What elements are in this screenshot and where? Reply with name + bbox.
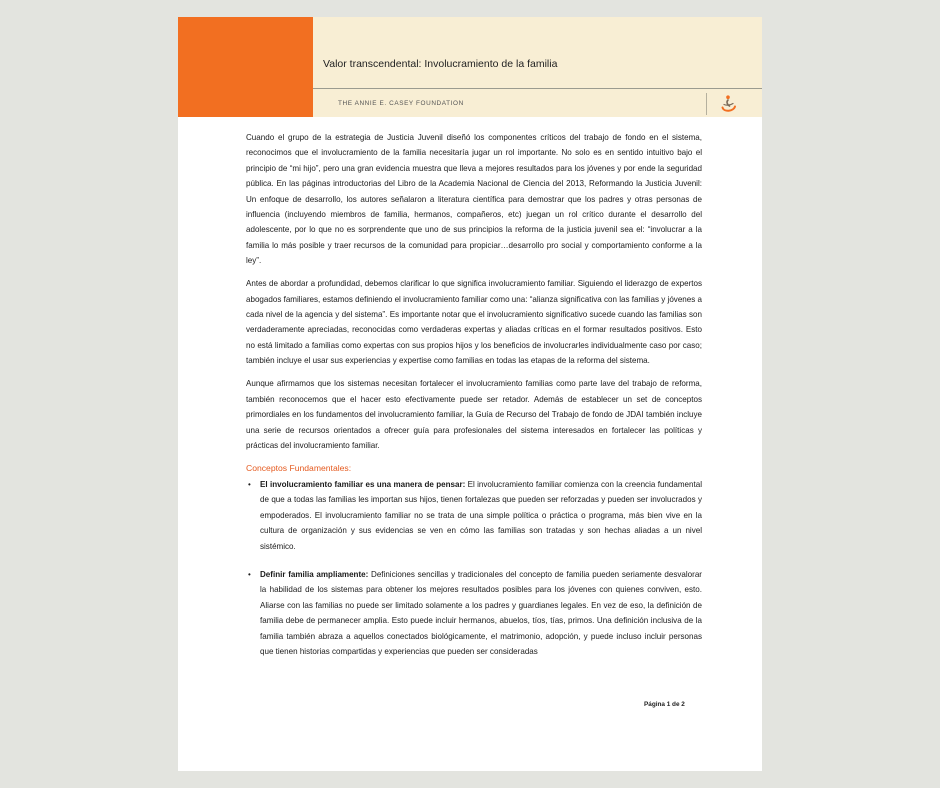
logo-divider <box>706 93 707 115</box>
page-number: Página 1 de 2 <box>644 701 685 708</box>
page-header <box>178 17 762 117</box>
aecf-logo-icon <box>718 94 740 114</box>
foundation-name: THE ANNIE E. CASEY FOUNDATION <box>338 100 464 107</box>
paragraph-resources: Aunque afirmamos que los sistemas necesitan fortalecer el involucramiento familias como parte lave del trabajo de reforma, también reconocemos que el hacer esto efectivamente puede ser retador. Además de establecer un set de conceptos primordiales en los fundamentos del involucramiento familiar, la Guía de Recurso del Trabajo de fondo de JDAI también incluye una serie de recursos orientados a ofrecer guía para profesionales del sistema interesados en fortalecer las políticas y prácticas del involucramiento familiar. <box>246 379 702 450</box>
bullet-icon: • <box>248 479 251 489</box>
header-divider <box>313 88 762 89</box>
bullet-icon: • <box>248 569 251 579</box>
header-orange-block <box>178 17 313 117</box>
document-body <box>246 130 702 659</box>
paragraph-intro: Cuando el grupo de la estrategia de Justicia Juvenil diseñó los componentes críticos del trabajo de fondo en el sistema, reconocimos que el involucramiento de la familia necesitaría jugar un rol importante. No solo es en sentido intuitivo bajo el principio de “mi hijo”, pero una gran evidencia muestra que lleva a mejores resultados para los jóvenes y por ende la seguridad pública. En las páginas introductorias del Libro de la Academia Nacional de Ciencia del 2013, Reformando la Justicia Juvenil: Un enfoque de desarrollo, los autores señalaron a literatura científica para demostrar que los padres y otras personas de influencia (incluyendo miembros de familia, hermanos, compañeros, etc) juegan un rol crítico durante el desarrollo del adolescente, por lo que no es sorprendente que uno de sus principios la reforma de la justicia juvenil sea el: “involucrar a la familia lo más posible y traer recursos de la comunidad para propiciar…desarrollo pro social y comportamiento conforme a la ley”. <box>246 133 702 266</box>
concepts-list <box>246 477 702 659</box>
document-page <box>178 17 762 771</box>
bullet-lead: El involucramiento familiar es una manera de pensar: <box>260 479 466 489</box>
list-item <box>246 567 702 659</box>
bullet-text: Definiciones sencillas y tradicionales del concepto de familia pueden seriamente desvalorar la habilidad de los sistemas para obtener los mejores resultados posibles para los jóvenes con quienes conviven, esto. Aliarse con las familias no puede ser limitado solamente a los padres y guardianes legales. En vez de eso, la definición de familia debe de permanecer amplia. Esto puede incluir hermanos, abuelos, tíos, tías, primos. Una definición inclusiva de la familia también abraza a aquellos conectados biológicamente, el matrimonio, adopción, y puede incluso incluir personas que tienen historias compartidas y experiencias que pueden ser consideradas <box>260 569 702 656</box>
section-heading: Conceptos Fundamentales: <box>246 462 352 473</box>
page-title: Valor transcendental: Involucramiento de la familia <box>323 58 558 70</box>
paragraph-definition: Antes de abordar a profundidad, debemos clarificar lo que significa involucramiento familiar. Siguiendo el liderazgo de expertos abogados familiares, estamos definiendo el involucramiento familiar como una: “alianza significativa con las familias y jóvenes a cada nivel de la agencia y del sistema”. Es importante notar que el involucramiento significativo sucede cuando las familias son verdaderamente apreciadas, reconocidas como verdaderas expertas y aliadas críticas en el formar resultados positivos. Esto no está limitado a familias como expertas con sus propios hijos y los beneficios de involucrarles individualmente caso por caso; también incluye el usar sus experiencias y expertise como familias en todas las etapas de la reforma del sistema. <box>246 279 702 366</box>
bullet-text: El involucramiento familiar comienza con la creencia fundamental de que a todas las familias les importan sus hijos, tienen fortalezas que pueden ser reforzadas y pueden ser involucrados y empoderados. El involucramiento familiar no se trata de una simple política o práctica o programa, más bien vive en la cultura de organización y sus evidencias se ven en cómo las familias son tratadas y son hechas aliadas a un nivel sistémico. <box>260 479 702 551</box>
list-item <box>246 477 702 554</box>
bullet-lead: Definir familia ampliamente: <box>260 569 369 579</box>
